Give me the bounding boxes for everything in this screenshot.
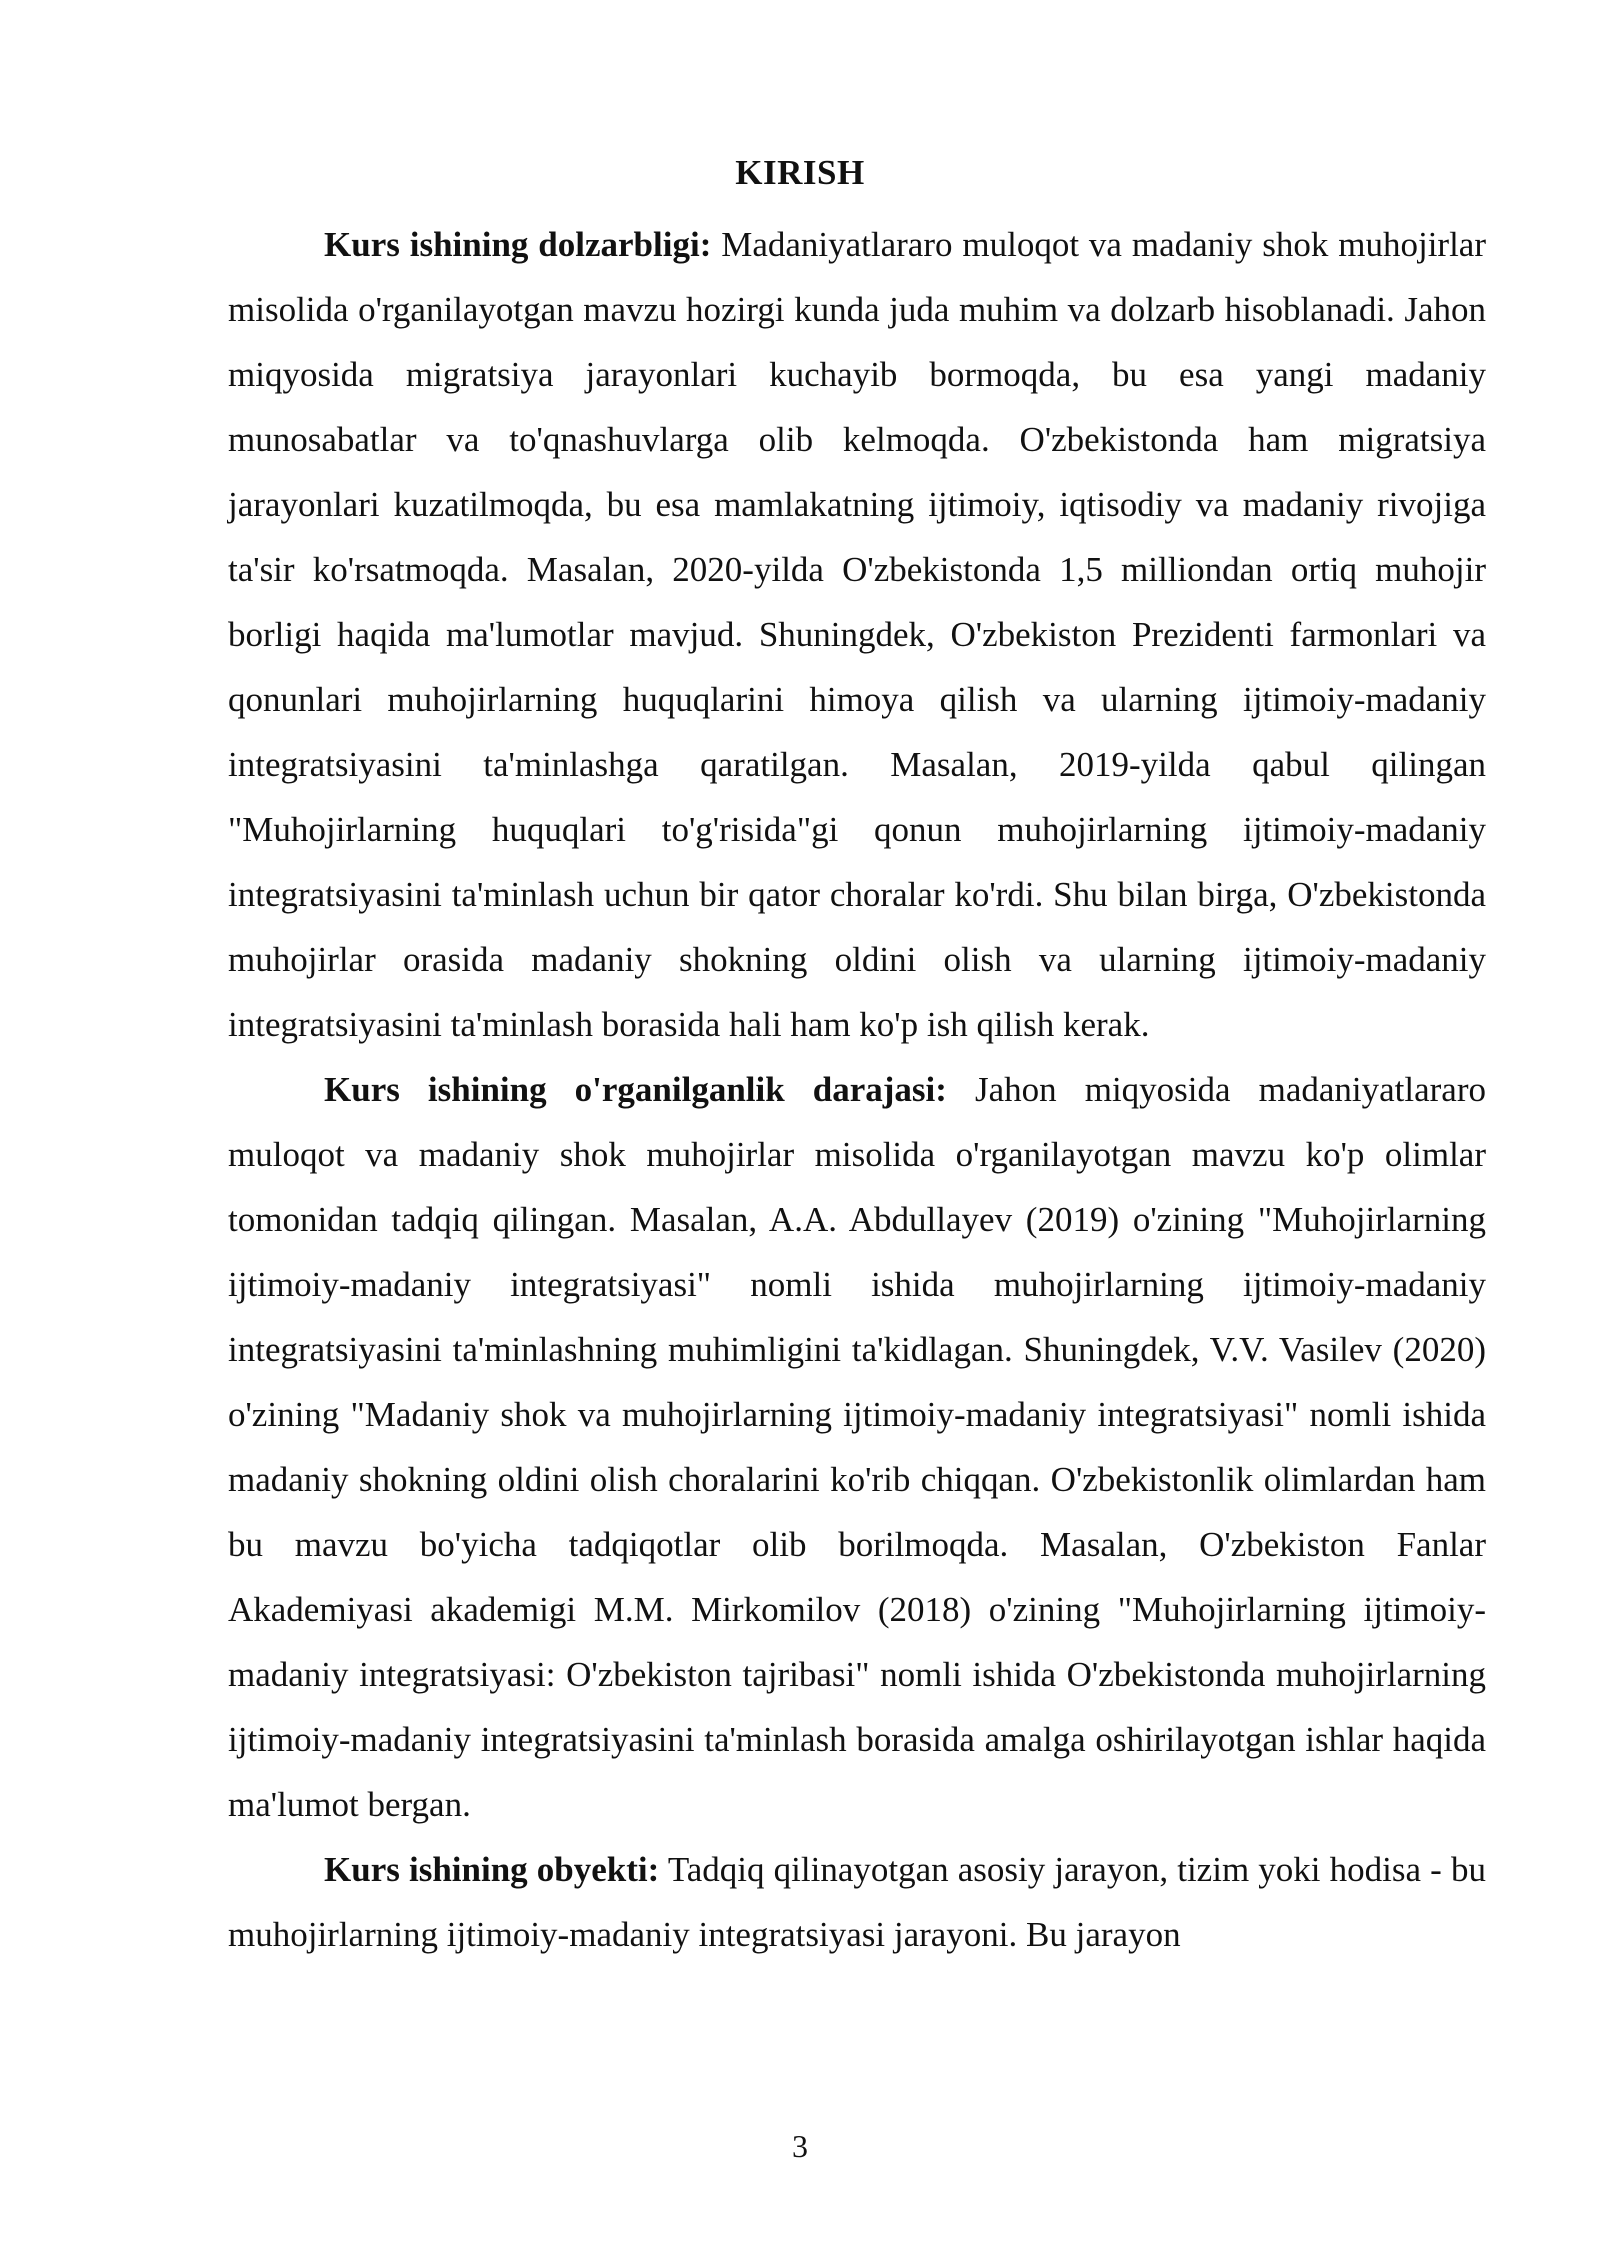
page-number: 3 bbox=[792, 2128, 808, 2164]
paragraph-body: Madaniyatlararo muloqot va madaniy shok muhojirlar misolida o'rganilayotgan mavzu hozirgi kunda juda muhim va dolzarb hisoblanadi. Jahon miqyosida migratsiya jarayonlari kuchayib bormoqda, bu esa yangi madaniy munosabatlar va to'qnashuvlarga olib kelmoqda. O'zbekistonda ham migratsiya jarayonlari kuzatilmoqda, bu esa mamlakatning ijtimoiy, iqtisodiy va madaniy rivojiga ta'sir ko'rsatmoqda. Masalan, 2020-yilda O'zbekistonda 1,5 milliondan ortiq muhojir borligi haqida ma'lumotlar mavjud. Shuningdek, O'zbekiston Prezidenti farmonlari va qonunlari muhojirlarning huquqlarini himoya qilish va ularning ijtimoiy-madaniy integratsiyasini ta'minlashga qaratilgan. Masalan, 2019-yilda qabul qilingan "Muhojirlarning huquqlari to'g'risida"gi qonun muhojirlarning ijtimoiy-madaniy integratsiyasini ta'minlash uchun bir qator choralar ko'rdi. Shu bilan birga, O'zbekistonda muhojirlar orasida madaniy shokning oldini olish va ularning ijtimoiy-madaniy integratsiyasini ta'minlash borasida hali ham ko'p ish qilish kerak. bbox=[228, 225, 1486, 1044]
body-text bbox=[228, 212, 1486, 1967]
paragraph-lead-heading: Kurs ishining o'rganilganlik darajasi: bbox=[324, 1070, 947, 1109]
paragraph-obyekti bbox=[228, 1837, 1486, 1967]
paragraph-body: Jahon miqyosida madaniyatlararo muloqot va madaniy shok muhojirlar misolida o'rganilayotgan mavzu ko'p olimlar tomonidan tadqiq qilingan. Masalan, A.A. Abdullayev (2019) o'zining "Muhojirlarning ijtimoiy-madaniy integratsiyasi" nomli ishida muhojirlarning ijtimoiy-madaniy integratsiyasini ta'minlashning muhimligini ta'kidlagan. Shuningdek, V.V. Vasilev (2020) o'zining "Madaniy shok va muhojirlarning ijtimoiy-madaniy integratsiyasi" nomli ishida madaniy shokning oldini olish choralarini ko'rib chiqqan. O'zbekistonlik olimlardan ham bu mavzu bo'yicha tadqiqotlar olib borilmoqda. Masalan, O'zbekiston Fanlar Akademiyasi akademigi M.M. Mirkomilov (2018) o'zining "Muhojirlarning ijtimoiy-madaniy integratsiyasi: O'zbekiston tajribasi" nomli ishida O'zbekistonda muhojirlarning ijtimoiy-madaniy integratsiyasini ta'minlash borasida amalga oshirilayotgan ishlar haqida ma'lumot bergan. bbox=[228, 1070, 1486, 1824]
paragraph-lead-heading: Kurs ishining dolzarbligi: bbox=[324, 225, 712, 264]
paragraph-organilganlik-darajasi bbox=[228, 1057, 1486, 1837]
paragraph-lead-heading: Kurs ishining obyekti: bbox=[324, 1850, 660, 1889]
page-title: KIRISH bbox=[735, 153, 865, 192]
paragraph-dolzarbligi bbox=[228, 212, 1486, 1057]
paragraph-body: Tadqiq qilinayotgan asosiy jarayon, tizim yoki hodisa - bu muhojirlarning ijtimoiy-madaniy integratsiyasi jarayoni. Bu jarayon bbox=[228, 1850, 1486, 1954]
